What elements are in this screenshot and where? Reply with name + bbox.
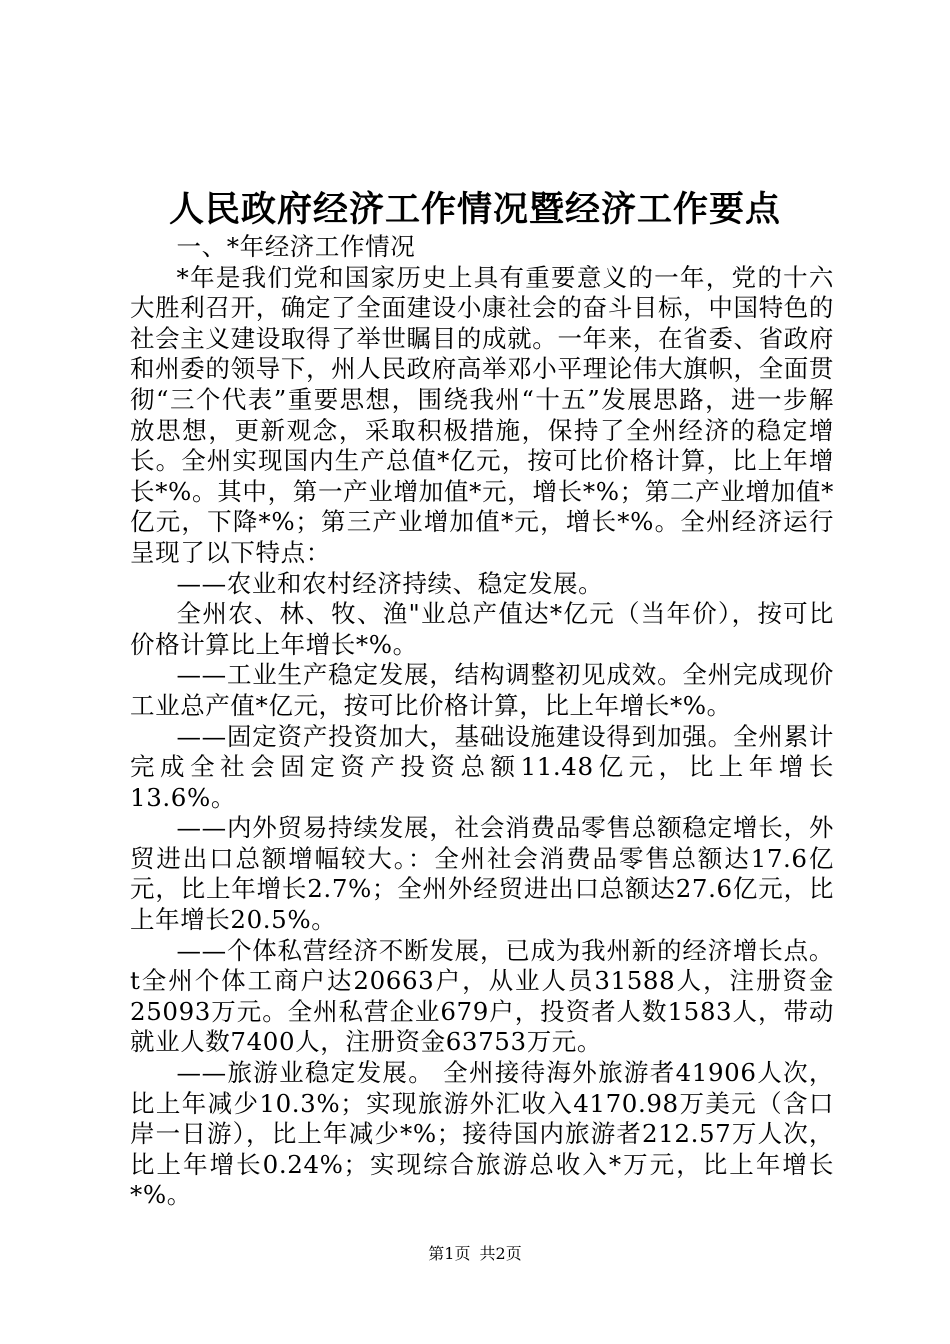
section-heading: 一、*年经济工作情况 bbox=[176, 232, 416, 261]
paragraph-private-economy: ——个体私营经济不断发展，已成为我州新的经济增长点。t全州个体工商户达20663户，从业人员31588人，注册资金25093万元。全州私营企业679户，投资者人数1583人，带动就业人数7400人，注册资金63753万元。 bbox=[130, 935, 834, 1057]
page-number: 第1页 bbox=[428, 1244, 471, 1263]
page-footer bbox=[0, 1243, 950, 1265]
paragraph-tourism: ——旅游业稳定发展。 全州接待海外旅游者41906人次，比上年减少10.3%；实现旅游外汇收入4170.98万美元（含口岸一日游），比上年减少*%；接待国内旅游者212.57万人次，比上年增长0.24%；实现综合旅游总收入*万元，比上年增长*%。 bbox=[130, 1058, 834, 1210]
document-body bbox=[130, 232, 834, 1211]
paragraph-agriculture: 全州农、林、牧、渔"业总产值达*亿元（当年价），按可比价格计算比上年增长*%。 bbox=[130, 599, 834, 659]
page-total: 共2页 bbox=[479, 1244, 522, 1263]
document-title: 人民政府经济工作情况暨经济工作要点 bbox=[168, 189, 781, 230]
paragraph-trade: ——内外贸易持续发展，社会消费品零售总额稳定增长，外贸进出口总额增幅较大。：全州社会消费品零售总额达17.6亿元，比上年增长2.7%；全州外经贸进出口总额达27.6亿元，比上年增长20.5%。 bbox=[130, 813, 834, 935]
paragraph-investment: ——固定资产投资加大，基础设施建设得到加强。全州累计完成全社会固定资产投资总额11.48亿元，比上年增长13.6%。 bbox=[130, 721, 834, 812]
paragraph-industry: ——工业生产稳定发展，结构调整初见成效。全州完成现价工业总产值*亿元，按可比价格计算，比上年增长*%。 bbox=[130, 660, 834, 720]
paragraph-agriculture-heading: ——农业和农村经济持续、稳定发展。 bbox=[176, 568, 604, 598]
paragraph-intro: *年是我们党和国家历史上具有重要意义的一年，党的十六大胜利召开，确定了全面建设小康社会的奋斗目标，中国特色的社会主义建设取得了举世瞩目的成就。一年来，在省委、省政府和州委的领导下，州人民政府高举邓小平理论伟大旗帜，全面贯彻“三个代表”重要思想，围绕我州“十五”发展思路，进一步解放思想，更新观念，采取积极措施，保持了全州经济的稳定增长。全州实现国内生产总值*亿元，按可比价格计算，比上年增长*%。其中，第一产业增加值*元，增长*%；第二产业增加值*亿元，下降*%；第三产业增加值*元，增长*%。全州经济运行呈现了以下特点： bbox=[130, 262, 834, 567]
